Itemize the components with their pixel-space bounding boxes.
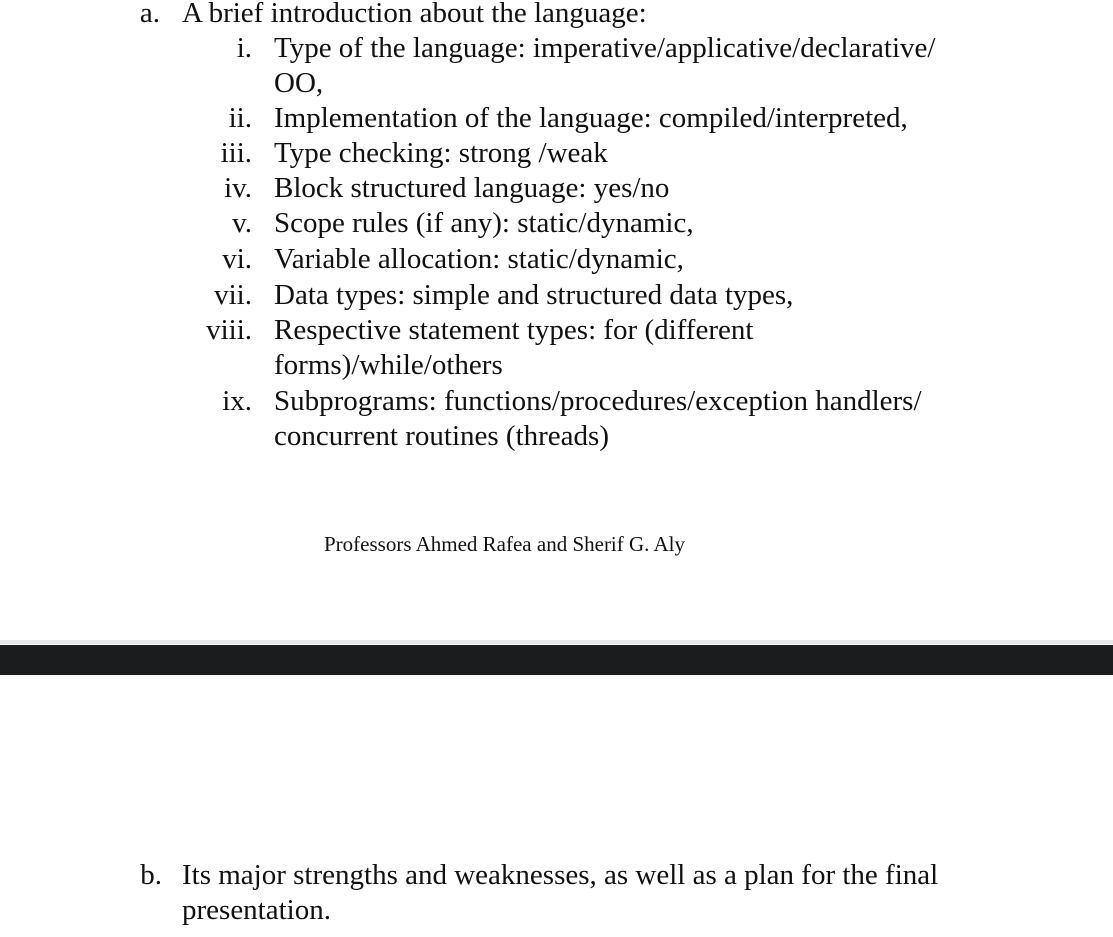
document-page-bottom <box>0 675 1113 937</box>
page-edge <box>0 640 1113 644</box>
subitem-ix-marker: ix. <box>222 385 252 417</box>
subitem-iv-line-1: Block structured language: yes/no <box>274 172 670 204</box>
subitem-vi-line-1: Variable allocation: static/dynamic, <box>274 243 684 275</box>
subitem-viii-marker: viii. <box>206 314 252 346</box>
subitem-vi-marker: vi. <box>222 243 252 275</box>
subitem-i-marker: i. <box>236 32 252 64</box>
page-divider <box>0 645 1113 675</box>
subitem-vii-marker: vii. <box>214 279 252 311</box>
subitem-viii-line-1: Respective statement types: for (different <box>274 314 754 346</box>
item-b-marker: b. <box>140 859 162 891</box>
subitem-v-line-1: Scope rules (if any): static/dynamic, <box>274 207 694 239</box>
subitem-i-line-2: OO, <box>274 67 324 99</box>
subitem-ii-marker: ii. <box>228 102 252 134</box>
subitem-viii-line-2: forms)/while/others <box>274 349 503 381</box>
subitem-v-marker: v. <box>232 207 252 239</box>
item-a-marker: a. <box>139 0 160 29</box>
subitem-i-line-1: Type of the language: imperative/applicative/declarative/ <box>274 32 936 64</box>
item-a-text: A brief introduction about the language: <box>182 0 647 29</box>
item-b-line-1: Its major strengths and weaknesses, as well as a plan for the final <box>182 859 939 891</box>
subitem-iii-marker: iii. <box>220 137 252 169</box>
subitem-vii-line-1: Data types: simple and structured data types, <box>274 279 794 311</box>
subitem-ix-line-2: concurrent routines (threads) <box>274 420 609 452</box>
item-b-line-2: presentation. <box>182 894 331 926</box>
page-footer: Professors Ahmed Rafea and Sherif G. Aly <box>324 532 686 556</box>
subitem-iv-marker: iv. <box>224 172 252 204</box>
subitem-ii-line-1: Implementation of the language: compiled/interpreted, <box>274 102 908 134</box>
subitem-iii-line-1: Type checking: strong /weak <box>274 137 608 169</box>
subitem-ix-line-1: Subprograms: functions/procedures/exception handlers/ <box>274 385 922 417</box>
